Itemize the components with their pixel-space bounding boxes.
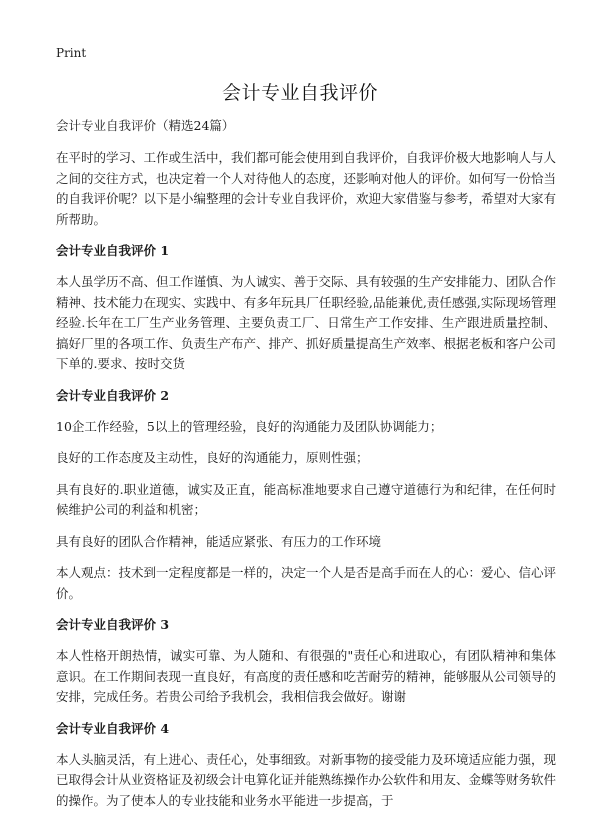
section-heading-3: 会计专业自我评价 3 bbox=[56, 617, 170, 632]
section-4-paragraph: 本人头脑灵活，有上进心、责任心，处事细致。对新事物的接受能力及环境适应能力强，现已取得会计从业资格证及初级会计电算化证并能熟练操作办公软件和用友、金蝶等财务软件的操作。为了使本人的专业技能和业务水平能进一步提高，于 bbox=[56, 751, 557, 808]
section-2-paragraph: 10企工作经验，5以上的管理经验，良好的沟通能力及团队协调能力； bbox=[56, 418, 443, 434]
document-body bbox=[56, 116, 556, 822]
section-2-paragraph: 具有良好的团队合作精神，能适应紧张、有压力的工作环境 bbox=[56, 533, 382, 549]
section-heading-1: 会计专业自我评价 1 bbox=[56, 243, 170, 258]
section-3-paragraph: 本人性格开朗热情，诚实可靠、为人随和、有很强的"责任心和进取心，有团队精神和集体意识。在工作期间表现一直良好，有高度的责任感和吃苦耐劳的精神，能够服从公司领导的安排，完成任务。若贵公司给予我机会，我相信我会做好。谢谢 bbox=[56, 648, 557, 704]
intro-paragraph: 在平时的学习、工作或生活中，我们都可能会使用到自我评价，自我评价极大地影响人与人之间的交往方式，也决定着一个人对待他人的态度，还影响对他人的评价。如何写一份恰当的自我评价呢？以下是小编整理的会计专业自我评价，欢迎大家借鉴与参考，希望对大家有所帮助。 bbox=[56, 150, 557, 227]
section-2-paragraph: 良好的工作态度及主动性，良好的沟通能力，原则性强； bbox=[56, 450, 369, 465]
print-link[interactable]: Print bbox=[56, 46, 87, 60]
section-heading-4: 会计专业自我评价 4 bbox=[56, 720, 170, 736]
document-subtitle: 会计专业自我评价（精选24篇） bbox=[56, 118, 235, 133]
section-2-paragraph: 具有良好的.职业道德，诚实及正直，能高标准地要求自己遵守道德行为和纪律，在任何时候维护公司的利益和机密； bbox=[56, 481, 556, 517]
section-heading-2: 会计专业自我评价 2 bbox=[56, 387, 170, 403]
section-2-paragraph: 本人观点：技术到一定程度都是一样的，决定一个人是否是高手而在人的心：爱心、信心评价。 bbox=[56, 565, 557, 601]
section-1-paragraph: 本人虽学历不高、但工作谨慎、为人诚实、善于交际、具有较强的生产安排能力、团队合作精神、技术能力在现实、实践中、有多年玩具厂任职经验,品能兼优,责任感强,实际现场管理经验.长年在工厂生产业务管理、主要负责工厂、日常生产工作安排、生产跟进质量控制、搞好厂里的各项工作、负责生产布产、排产、抓好质量提高生产效率、根据老板和客户公司下单的.要求、按时交货 bbox=[56, 274, 557, 371]
page-title: 会计专业自我评价 bbox=[221, 82, 378, 104]
